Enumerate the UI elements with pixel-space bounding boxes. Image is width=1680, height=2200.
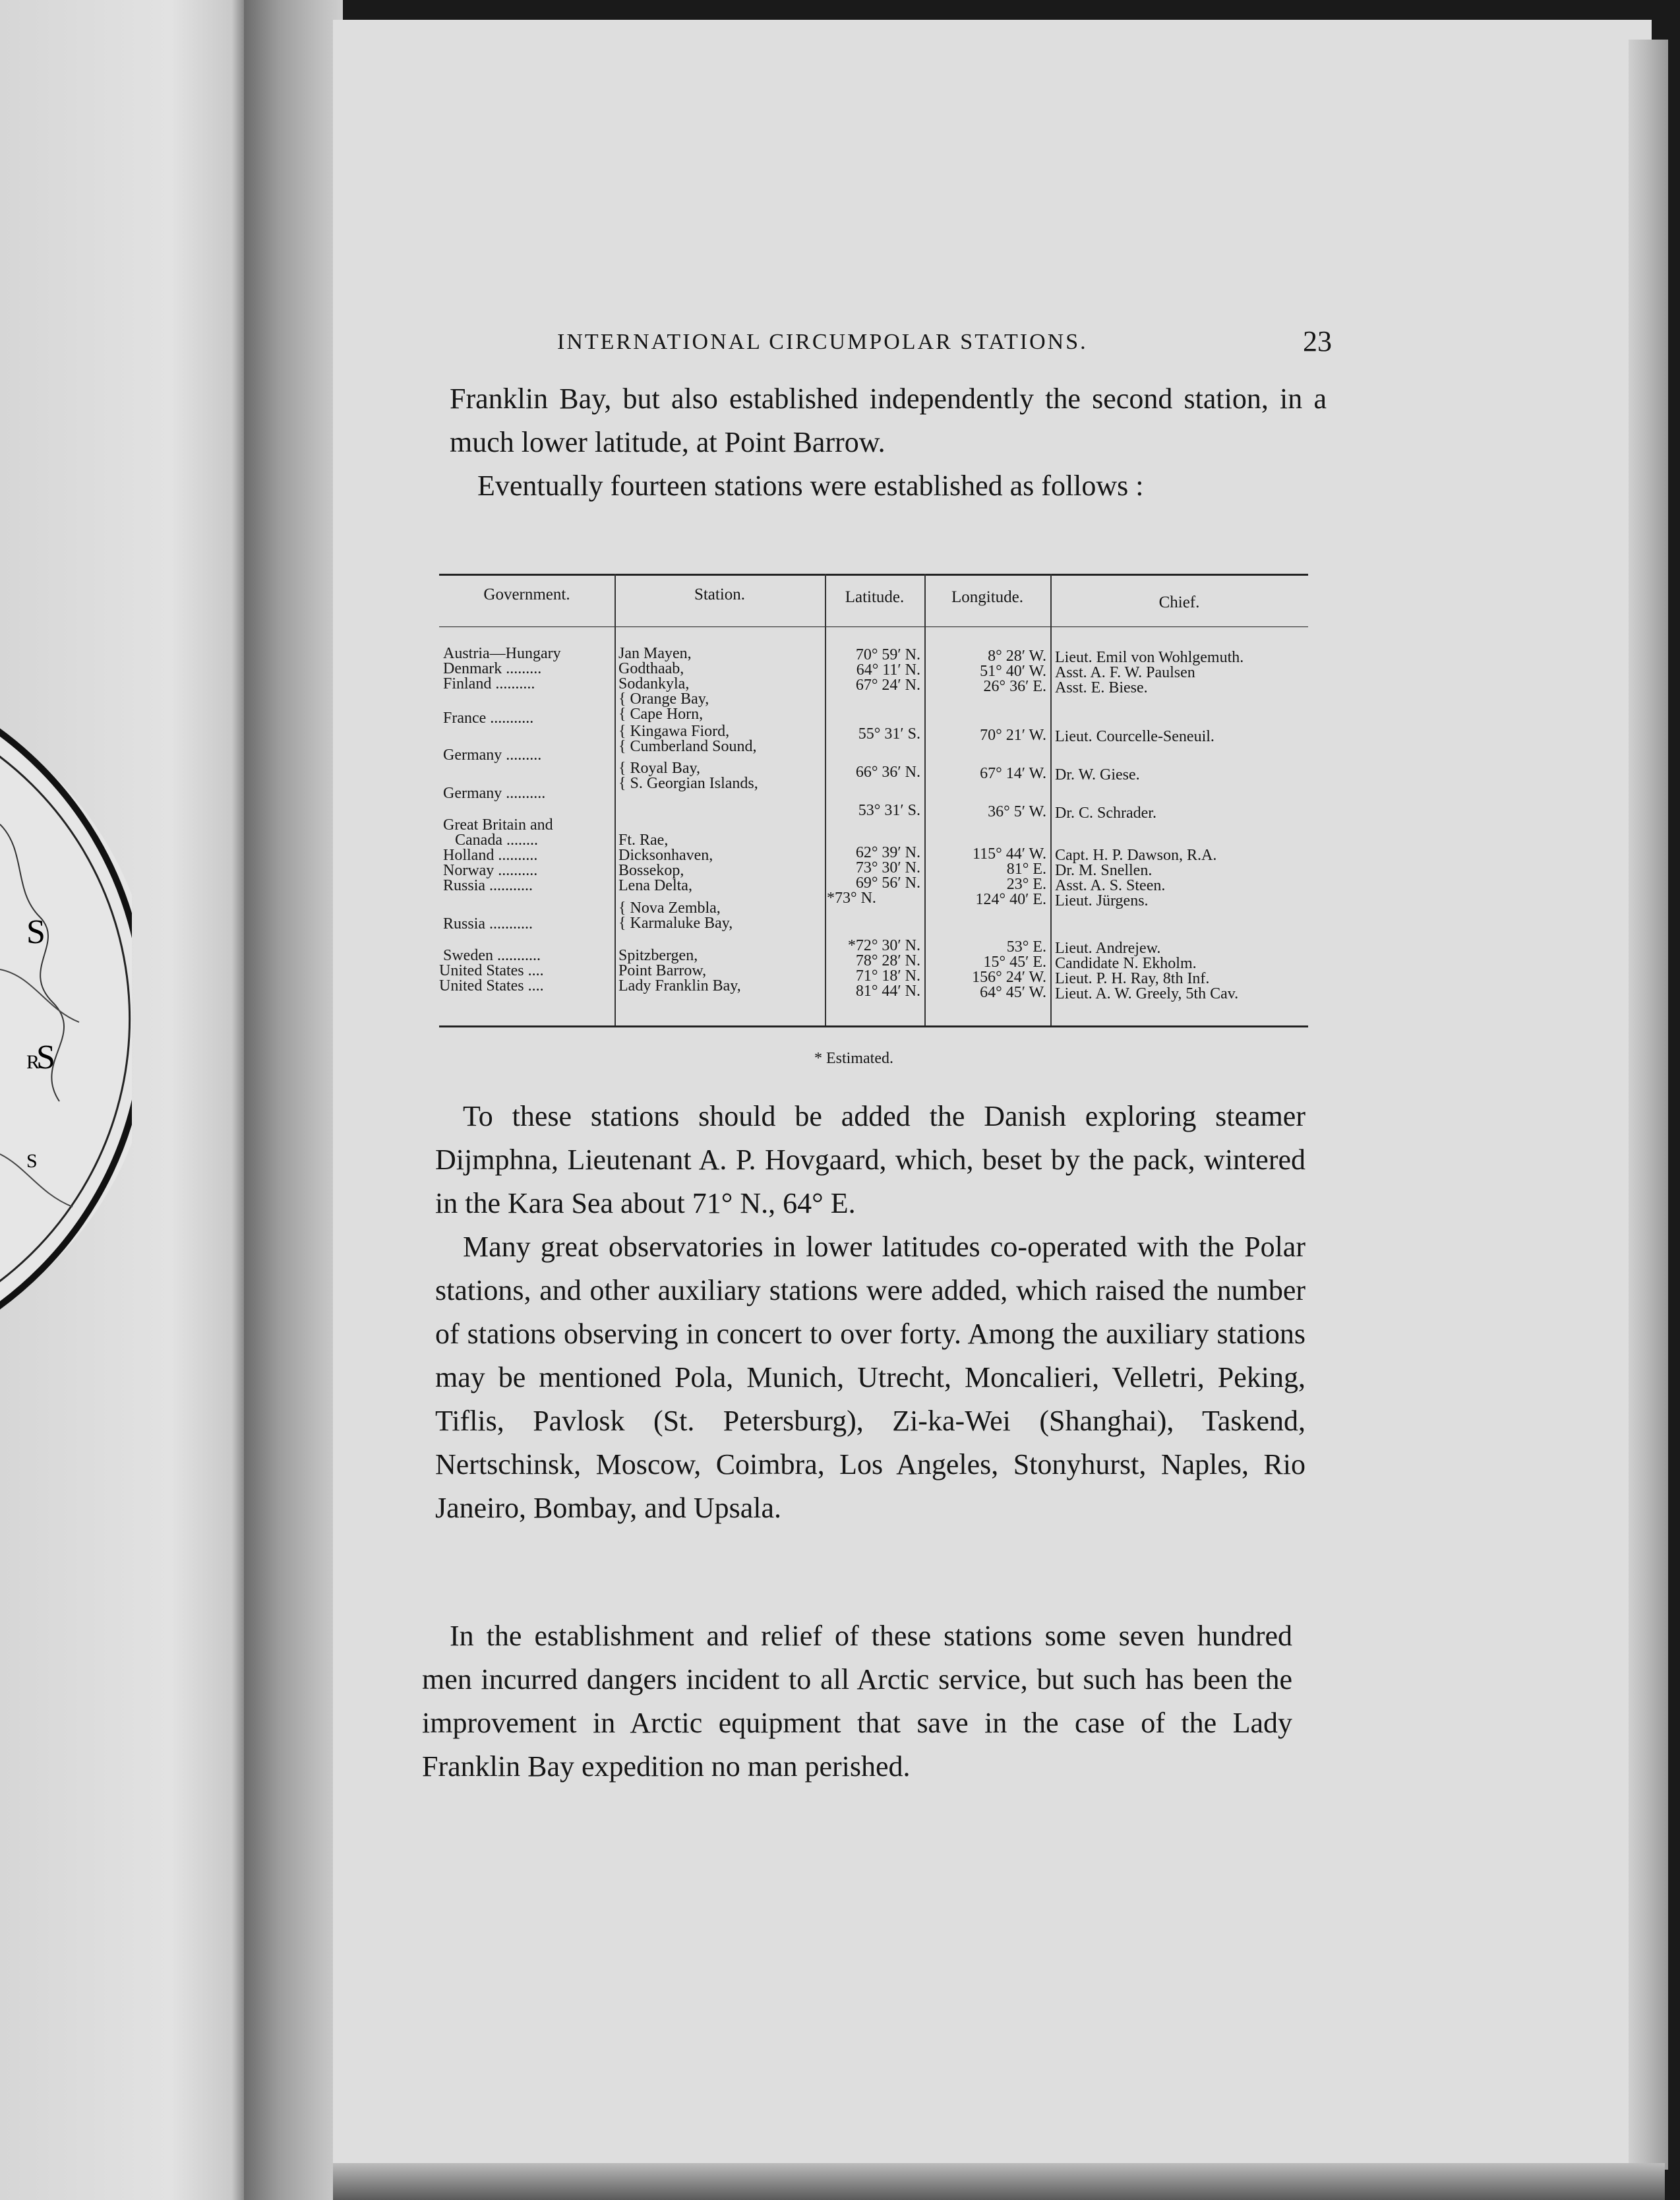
map-label: S [36, 1039, 55, 1076]
gov-cell: United States .... [439, 977, 544, 994]
gov-cell: Russia ........... [443, 877, 533, 894]
chief-cell: Lieut. Courcelle-Seneuil. [1055, 728, 1215, 745]
gov-cell: Austria—Hungary [443, 645, 561, 662]
station-cell: { Cumberland Sound, [618, 738, 757, 755]
paragraph: To these stations should be added the Danish exploring steamer Dijmphna, Lieutenant A. P. Hovgaard, which, beset by the pack, wintered in the Kara Sea about 71° N., 64° E. [435, 1100, 1305, 1219]
header-latitude: Latitude. [845, 588, 905, 606]
longitude-cell: 26° 36′ E. [983, 678, 1046, 695]
gov-cell: Sweden ........... [443, 947, 541, 964]
station-cell: Godthaab, [618, 660, 684, 677]
column-divider [1050, 574, 1052, 1025]
running-title: INTERNATIONAL CIRCUMPOLAR STATIONS. [557, 330, 1088, 354]
chief-cell: Candidate N. Ekholm. [1055, 955, 1197, 972]
gov-cell: Denmark ......... [443, 660, 542, 677]
station-cell: { Nova Zembla, [618, 900, 721, 917]
gov-cell: France ........... [443, 710, 534, 727]
latitude-cell: *72° 30′ N. [847, 937, 920, 954]
gov-cell: Norway .......... [443, 862, 538, 879]
page-bottom-edge [333, 2163, 1665, 2200]
station-cell: Ft. Rae, [618, 832, 669, 849]
latitude-cell: 64° 11′ N. [856, 661, 920, 679]
chief-cell: Lieut. Emil von Wohlgemuth. [1055, 649, 1244, 666]
header-longitude: Longitude. [951, 588, 1023, 606]
longitude-cell: 67° 14′ W. [980, 765, 1046, 782]
station-cell: { Royal Bay, [618, 760, 700, 777]
latitude-cell: *73° N. [827, 890, 876, 907]
table-footnote: * Estimated. [814, 1050, 893, 1067]
station-cell: Bossekop, [618, 862, 684, 879]
station-cell: Dicksonhaven, [618, 847, 713, 864]
station-cell: Lady Franklin Bay, [618, 977, 741, 994]
page-number: 23 [1303, 325, 1332, 357]
longitude-cell: 124° 40′ E. [975, 891, 1046, 908]
running-head [557, 324, 1332, 364]
longitude-cell: 81° E. [1006, 861, 1046, 878]
table-bottom-rule [439, 1025, 1308, 1027]
longitude-cell: 115° 44′ W. [973, 845, 1046, 863]
latitude-cell: 66° 36′ N. [855, 764, 920, 781]
station-cell: { Kingawa Fiord, [618, 723, 730, 740]
longitude-cell: 156° 24′ W. [972, 969, 1046, 986]
station-cell: Sodankyla, [618, 675, 690, 692]
latitude-cell: 69° 56′ N. [855, 874, 920, 892]
station-cell: { Karmaluke Bay, [618, 915, 733, 932]
map-fragment [0, 692, 132, 1339]
paragraph: Many great observatories in lower latitudes co-operated with the Polar stations, and other auxiliary stations were added, which raised the number of stations observing in concert to over forty. Among the auxiliary stations may be mentioned Pola, Munich, Utrecht, Moncalieri, Velletri, Peking, Tiflis, Pavlosk (St. Petersburg), Zi-ka-Wei (Shanghai), Taskend, Nertschinsk, Moscow, Coimbra, Los Angeles, Stonyhurst, Naples, Rio Janeiro, Bombay, and Upsala. [435, 1231, 1305, 1524]
map-label: S [26, 1150, 38, 1172]
map-label: R [26, 1051, 40, 1073]
station-cell: { Cape Horn, [618, 706, 704, 723]
longitude-cell: 51° 40′ W. [980, 663, 1046, 680]
station-cell: Spitzbergen, [618, 947, 698, 964]
latitude-cell: 53° 31′ S. [858, 802, 920, 819]
latitude-cell: 73° 30′ N. [855, 859, 920, 876]
header-station: Station. [694, 586, 746, 603]
table-header-rule [439, 626, 1308, 627]
column-divider [615, 574, 616, 1025]
gov-cell: Holland .......... [443, 847, 538, 864]
gov-cell: Germany ......... [443, 747, 542, 764]
chief-cell: Lieut. P. H. Ray, 8th Inf. [1055, 970, 1210, 987]
gov-cell: Russia ........... [443, 915, 533, 932]
table-top-rule [439, 574, 1308, 576]
longitude-cell: 8° 28′ W. [988, 648, 1046, 665]
gov-cell: Great Britain and [443, 816, 553, 834]
header-government: Government. [483, 586, 570, 603]
station-cell: Jan Mayen, [618, 645, 692, 662]
paragraph: Franklin Bay, but also established independently the second station, in a much lower latitude, at Point Barrow. [450, 382, 1327, 458]
gov-cell: Canada ........ [455, 832, 538, 849]
page-edge [1629, 40, 1668, 2170]
latitude-cell: 71° 18′ N. [855, 967, 920, 985]
longitude-cell: 23° E. [1006, 876, 1046, 893]
longitude-cell: 36° 5′ W. [988, 803, 1046, 820]
paragraph: Eventually fourteen stations were established as follows : [477, 470, 1144, 502]
station-cell: Point Barrow, [618, 962, 707, 979]
map-label: S [26, 913, 45, 951]
stations-table [439, 574, 1316, 1035]
station-cell: { S. Georgian Islands, [618, 775, 758, 792]
gov-cell: United States .... [439, 962, 544, 979]
paragraph: In the establishment and relief of these stations some seven hundred men incurred dangers incident to all Arctic service, but such has been the improvement in Arctic equipment that save in the case of the Lady Franklin Bay expedition no man perished. [422, 1620, 1292, 1783]
chief-cell: Capt. H. P. Dawson, R.A. [1055, 847, 1217, 864]
latitude-cell: 70° 59′ N. [855, 646, 920, 663]
latitude-cell: 81° 44′ N. [855, 983, 920, 1000]
book-gutter [244, 0, 343, 2200]
station-cell: { Orange Bay, [618, 690, 709, 708]
latitude-cell: 78° 28′ N. [855, 952, 920, 969]
latitude-cell: 55° 31′ S. [858, 725, 920, 743]
latitude-cell: 67° 24′ N. [855, 677, 920, 694]
longitude-cell: 53° E. [1006, 938, 1046, 956]
longitude-cell: 64° 45′ W. [980, 984, 1046, 1001]
longitude-cell: 70° 21′ W. [980, 727, 1046, 744]
chief-cell: Dr. M. Snellen. [1055, 862, 1153, 879]
chief-cell: Lieut. A. W. Greely, 5th Cav. [1055, 985, 1239, 1002]
header-chief: Chief. [1158, 594, 1200, 611]
chief-cell: Dr. W. Giese. [1055, 766, 1140, 783]
chief-cell: Asst. A. F. W. Paulsen [1055, 664, 1195, 681]
latitude-cell: 62° 39′ N. [855, 844, 920, 861]
chief-cell: Asst. E. Biese. [1055, 679, 1148, 696]
gov-cell: Germany .......... [443, 785, 546, 802]
station-cell: Lena Delta, [618, 877, 692, 894]
longitude-cell: 15° 45′ E. [983, 954, 1046, 971]
gov-cell: Finland .......... [443, 675, 535, 692]
chief-cell: Lieut. Jürgens. [1055, 892, 1149, 909]
chief-cell: Lieut. Andrejew. [1055, 940, 1161, 957]
chief-cell: Dr. C. Schrader. [1055, 805, 1156, 822]
chief-cell: Asst. A. S. Steen. [1055, 877, 1166, 894]
